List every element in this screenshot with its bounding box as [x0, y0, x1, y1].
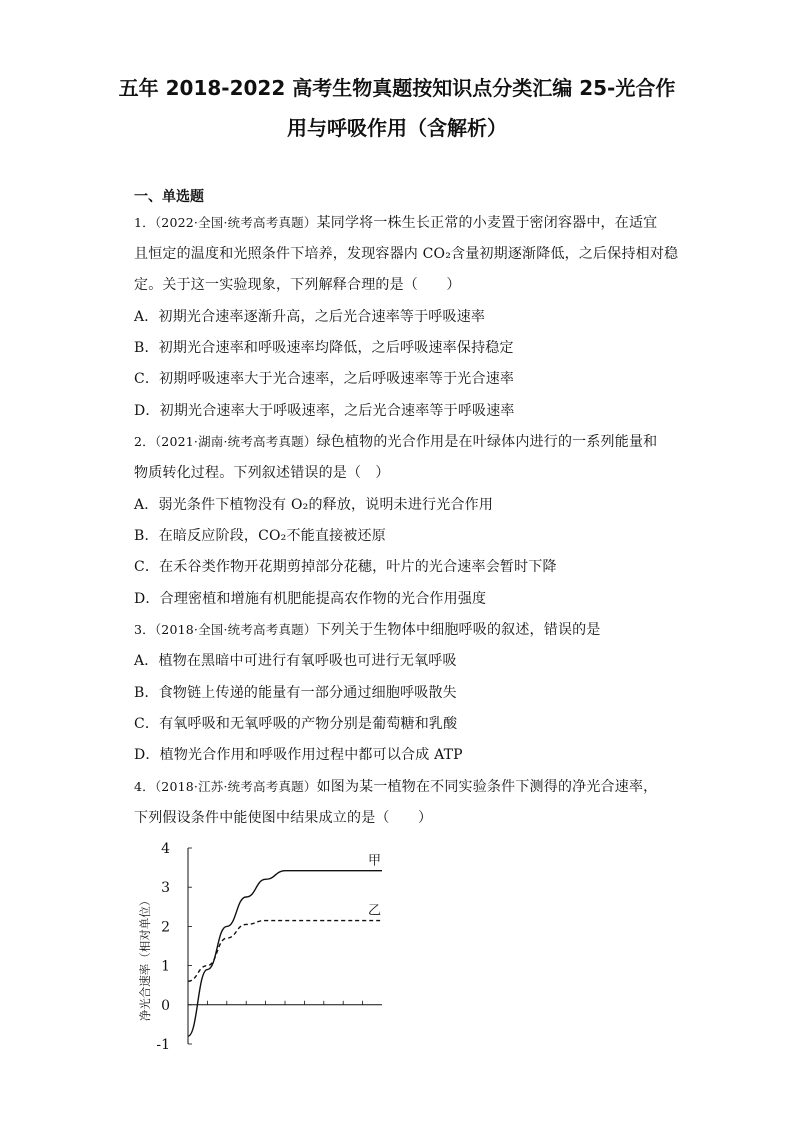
y-tick-label: 2: [161, 919, 170, 936]
q2-option-a: A．弱光条件下植物没有 O₂的释放，说明未进行光合作用: [134, 497, 494, 513]
q3-option-a: A．植物在黑暗中可进行有氧呼吸也可进行无氧呼吸: [134, 653, 457, 669]
q4-stem-part1: 如图为某一植物在不同实验条件下测得的净光合速率，: [316, 779, 658, 795]
series-label: 乙: [368, 903, 382, 919]
q2-stem-part2: 物质转化过程。下列叙述错误的是（ ）: [134, 465, 390, 481]
q2-option-c: C．在禾谷类作物开花期剪掉部分花穗，叶片的光合速率会暂时下降: [134, 559, 557, 575]
q1-option-b: B．初期光合速率和呼吸速率均降低，之后呼吸速率保持稳定: [134, 340, 514, 356]
series-label: 甲: [368, 853, 382, 869]
q2-option-d: D．合理密植和增施有机肥能提高农作物的光合作用强度: [134, 591, 487, 607]
q1-option-a: A．初期光合速率逐渐升高，之后光合速率等于呼吸速率: [134, 309, 486, 325]
q3-option-c: C．有氧呼吸和无氧呼吸的产物分别是葡萄糖和乳酸: [134, 716, 458, 732]
q1-option-c: C．初期呼吸速率大于光合速率，之后呼吸速率等于光合速率: [134, 371, 515, 387]
y-tick-label: 0: [161, 997, 170, 1014]
q1-line1: [134, 212, 657, 232]
q1-option-d: D．初期光合速率大于呼吸速率，之后光合速率等于呼吸速率: [134, 403, 515, 419]
q4-stem-part2: 下列假设条件中能使图中结果成立的是（ ）: [134, 810, 433, 826]
q4-source: 4．（2018·江苏·统考高考真题）: [134, 779, 317, 794]
q2-source: 2．（2021·湖南·统考高考真题）: [134, 434, 317, 449]
q3-option-b: B．食物链上传递的能量有一部分通过细胞呼吸散失: [134, 685, 457, 701]
y-tick-label: 1: [161, 958, 170, 975]
q1-stem-part1: 某同学将一株生长正常的小麦置于密闭容器中，在适宜: [316, 215, 658, 231]
q3-source: 3．（2018·全国·统考高考真题）: [134, 622, 317, 637]
q3-line1: [134, 619, 601, 639]
q2-stem-part1: 绿色植物的光合作用是在叶绿体内进行的一系列能量和: [316, 434, 658, 450]
y-tick-label: -1: [156, 1037, 170, 1053]
q3-option-d: D．植物光合作用和呼吸作用过程中都可以合成 ATP: [134, 747, 463, 763]
q1-stem-part3: 定。关于这一实验现象，下列解释合理的是（ ）: [134, 277, 461, 293]
q1-stem-part2: 且恒定的温度和光照条件下培养，发现容器内 CO₂含量初期逐渐降低，之后保持相对稳: [134, 246, 679, 262]
series-line-yi: [188, 921, 382, 982]
q2-line1: [134, 431, 657, 451]
y-axis-label: 净光合速率（相对单位）: [138, 894, 152, 1022]
section-heading: 一、单选题: [134, 189, 204, 205]
q4-line1: [134, 776, 657, 796]
q2-option-b: B．在暗反应阶段，CO₂不能直接被还原: [134, 528, 386, 544]
q1-source: 1．（2022·全国·统考高考真题）: [134, 215, 317, 230]
document-title-line1: 五年 2018-2022 高考生物真题按知识点分类汇编 25-光合作: [118, 76, 676, 100]
document-title-line2: 用与呼吸作用（含解析）: [287, 116, 507, 140]
q3-stem: 下列关于生物体中细胞呼吸的叙述，错误的是: [316, 622, 601, 638]
y-tick-label: 3: [161, 880, 170, 897]
y-tick-label: 4: [161, 841, 170, 857]
net-photosynthesis-chart: [140, 838, 400, 1058]
